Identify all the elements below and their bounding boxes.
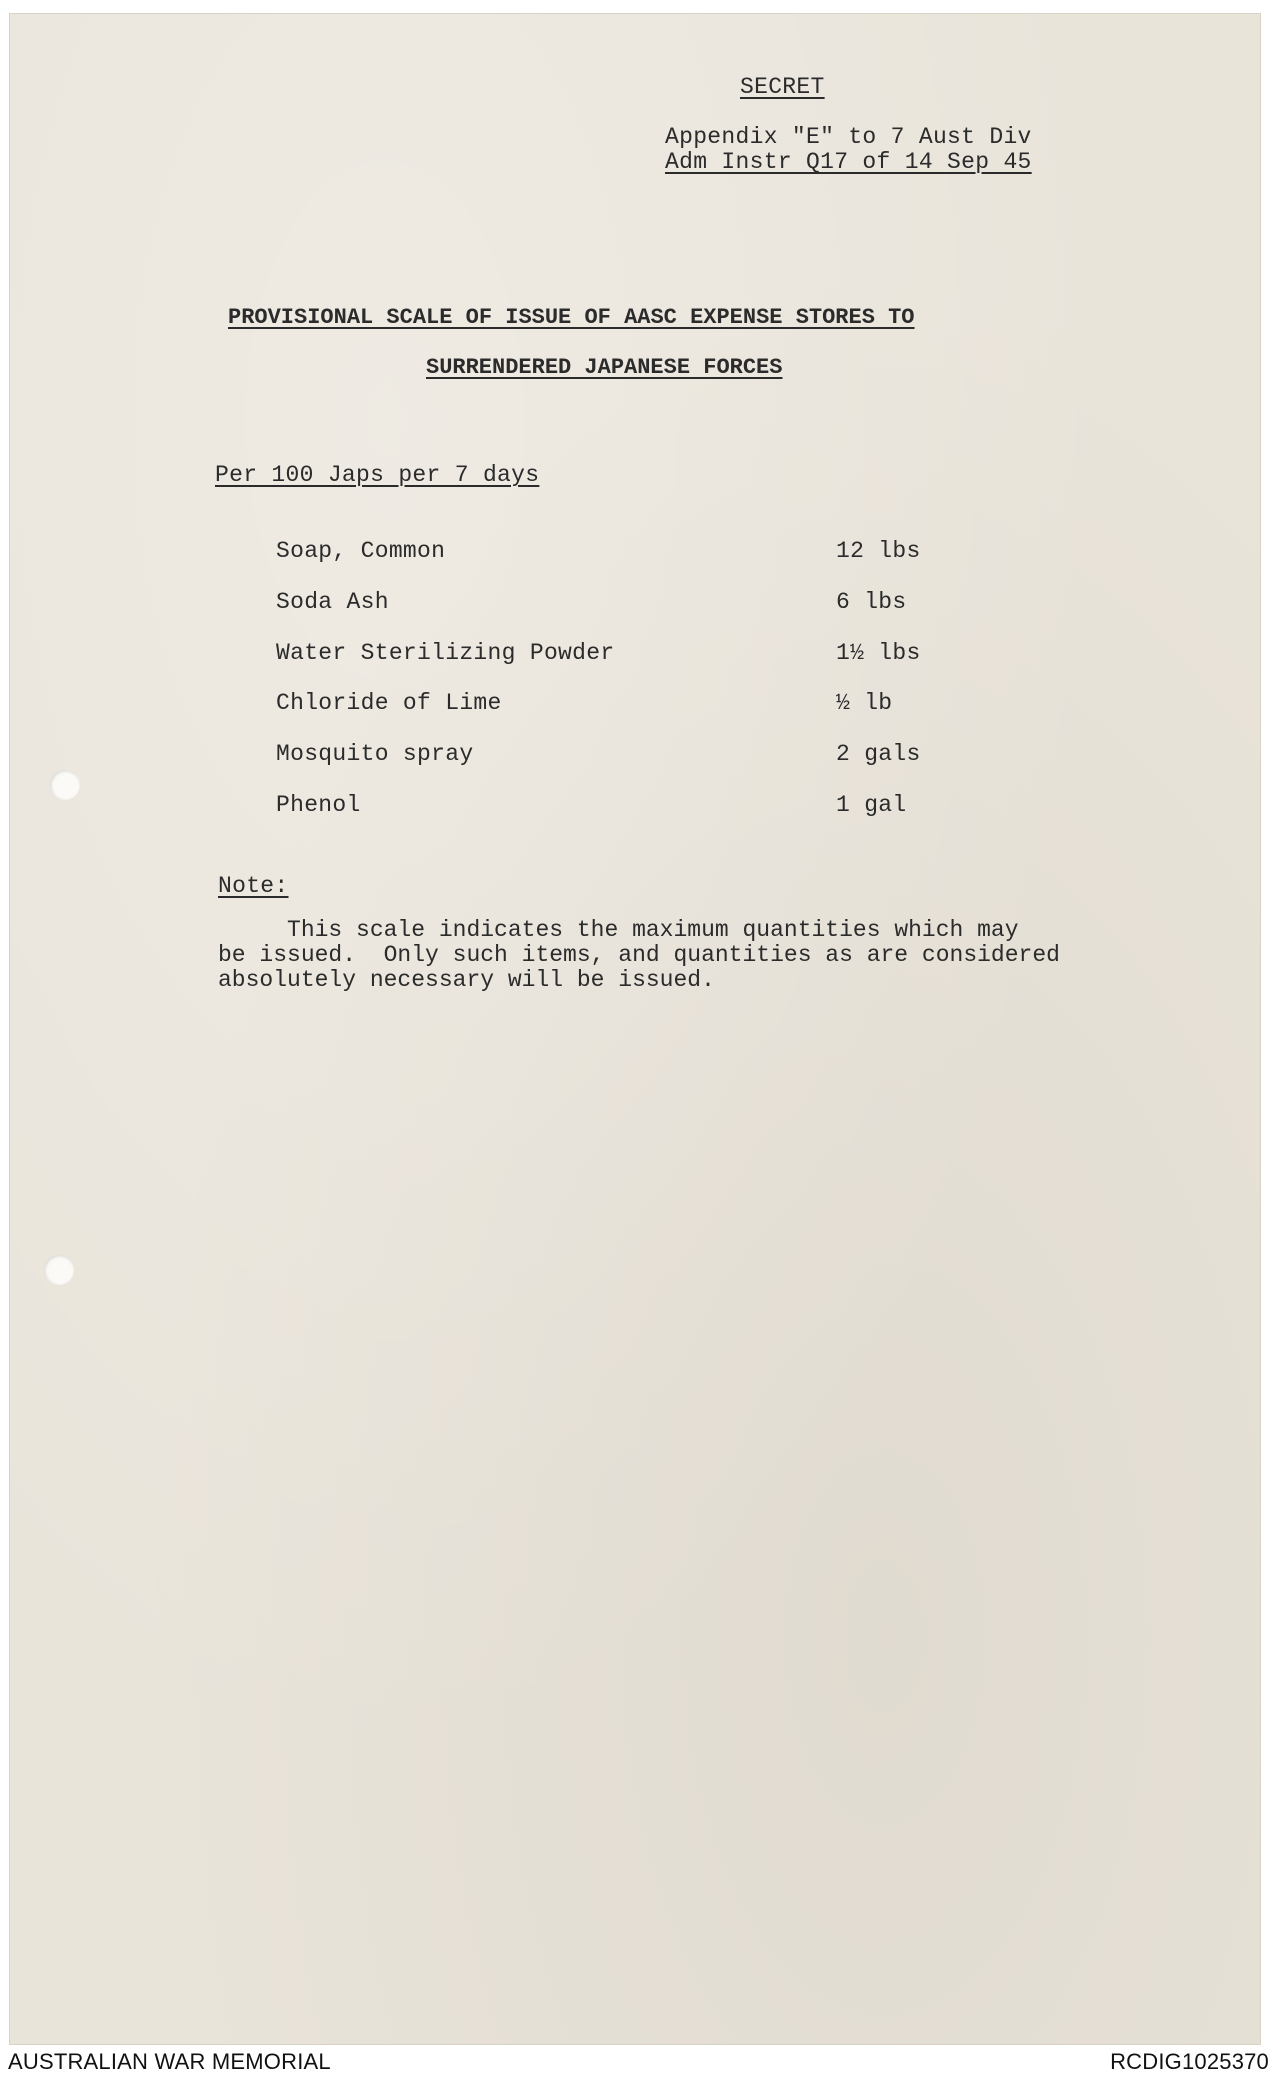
item-quantity: 12 lbs xyxy=(836,538,921,564)
item-quantity: ½ lb xyxy=(836,690,893,716)
item-name: Phenol xyxy=(276,792,361,818)
note-body: This scale indicates the maximum quantities which may be issued. Only such items, and quantities as are considered absolutely necessary will be issued. xyxy=(218,917,1060,993)
document-title-line-1: PROVISIONAL SCALE OF ISSUE OF AASC EXPENSE STORES TO xyxy=(228,305,915,330)
document-title-line-2: SURRENDERED JAPANESE FORCES xyxy=(426,355,783,380)
classification-marking: SECRET xyxy=(740,74,825,100)
appendix-reference: Appendix "E" to 7 Aust Div xyxy=(665,124,1032,150)
item-quantity: 2 gals xyxy=(836,741,921,767)
item-name: Mosquito spray xyxy=(276,741,474,767)
item-name: Soap, Common xyxy=(276,538,446,564)
item-quantity: 6 lbs xyxy=(836,589,907,615)
item-name: Chloride of Lime xyxy=(276,690,502,716)
item-name: Soda Ash xyxy=(276,589,389,615)
punch-hole xyxy=(44,1255,74,1285)
archive-identifier: RCDIG1025370 xyxy=(1110,2049,1269,2074)
scale-basis-heading: Per 100 Japs per 7 days xyxy=(215,462,540,488)
archive-credit: AUSTRALIAN WAR MEMORIAL xyxy=(8,2049,331,2074)
item-quantity: 1 gal xyxy=(836,792,907,818)
item-name: Water Sterilizing Powder xyxy=(276,640,615,666)
punch-hole xyxy=(50,770,80,800)
instruction-reference: Adm Instr Q17 of 14 Sep 45 xyxy=(665,149,1032,175)
item-quantity: 1½ lbs xyxy=(836,640,921,666)
note-heading: Note: xyxy=(218,873,289,899)
